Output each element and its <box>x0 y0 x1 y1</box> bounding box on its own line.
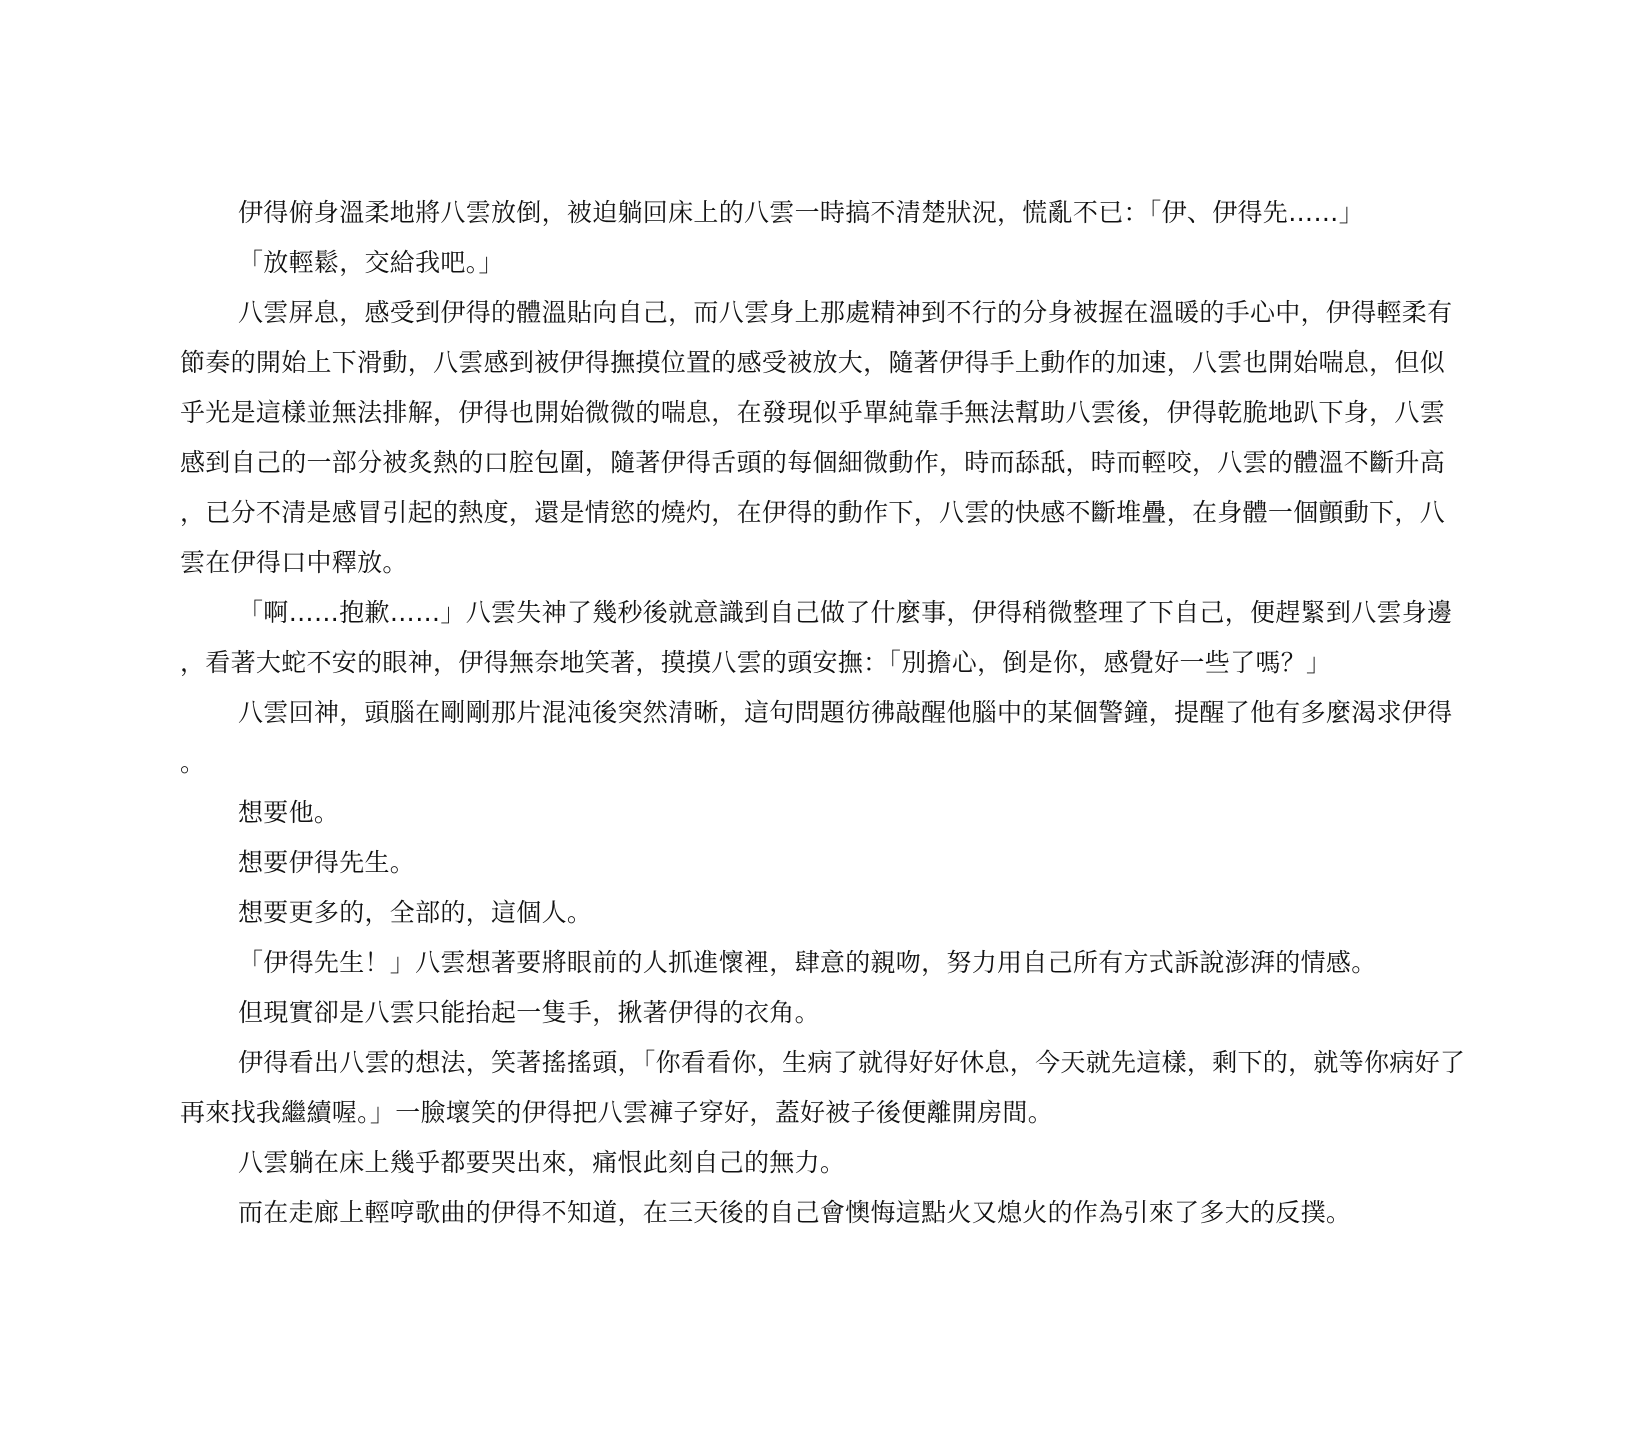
paragraph-1: 伊得俯身溫柔地將八雲放倒，被迫躺回床上的八雲一時搞不清楚狀況，慌亂不已：「伊、伊得先……」 <box>238 198 1365 227</box>
document-body <box>180 188 1470 1238</box>
paragraph-6: 想要他。 <box>238 798 340 827</box>
paragraph-9: 「伊得先生！」八雲想著要將眼前的人抓進懷裡，肆意的親吻，努力用自己所有方式訴說澎湃的情感。 <box>238 948 1377 977</box>
paragraph-13: 而在走廊上輕哼歌曲的伊得不知道，在三天後的自己會懊悔這點火又熄火的作為引來了多大的反撲。 <box>238 1198 1352 1227</box>
paragraph-11: 伊得看出八雲的想法，笑著搖搖頭，「你看看你，生病了就得好好休息，今天就先這樣，剩下的，就等你病好了再來找我繼續喔。」一臉壞笑的伊得把八雲褲子穿好，蓋好被子後便離開房間。 <box>180 1048 1466 1127</box>
paragraph-3: 八雲屏息，感受到伊得的體溫貼向自己，而八雲身上那處精神到不行的分身被握在溫暖的手心中，伊得輕柔有節奏的開始上下滑動，八雲感到被伊得撫摸位置的感受被放大，隨著伊得手上動作的加速，八雲也開始喘息，但似乎光是這樣並無法排解，伊得也開始微微的喘息，在發現似乎單純靠手無法幫助八雲後，伊得乾脆地趴下身，八雲感到自己的一部分被炙熱的口腔包圍，隨著伊得舌頭的每個細微動作，時而舔舐，時而輕咬，八雲的體溫不斷升高，已分不清是感冒引起的熱度，還是情慾的燒灼，在伊得的動作下，八雲的快感不斷堆疊，在身體一個顫動下，八雲在伊得口中釋放。 <box>180 298 1453 577</box>
paragraph-7: 想要伊得先生。 <box>238 848 416 877</box>
paragraph-2: 「放輕鬆，交給我吧。」 <box>238 248 504 277</box>
paragraph-8: 想要更多的，全部的，這個人。 <box>238 898 593 927</box>
paragraph-4: 「啊……抱歉……」八雲失神了幾秒後就意識到自己做了什麼事，伊得稍微整理了下自己，便趕緊到八雲身邊，看著大蛇不安的眼神，伊得無奈地笑著，摸摸八雲的頭安撫：「別擔心，倒是你，感覺好一些了嗎？」 <box>180 598 1453 677</box>
paragraph-12: 八雲躺在床上幾乎都要哭出來，痛恨此刻自己的無力。 <box>238 1148 846 1177</box>
paragraph-10: 但現實卻是八雲只能抬起一隻手，揪著伊得的衣角。 <box>238 998 820 1027</box>
paragraph-5: 八雲回神，頭腦在剛剛那片混沌後突然清晰，這句問題彷彿敲醒他腦中的某個警鐘，提醒了他有多麼渴求伊得。 <box>180 698 1453 777</box>
